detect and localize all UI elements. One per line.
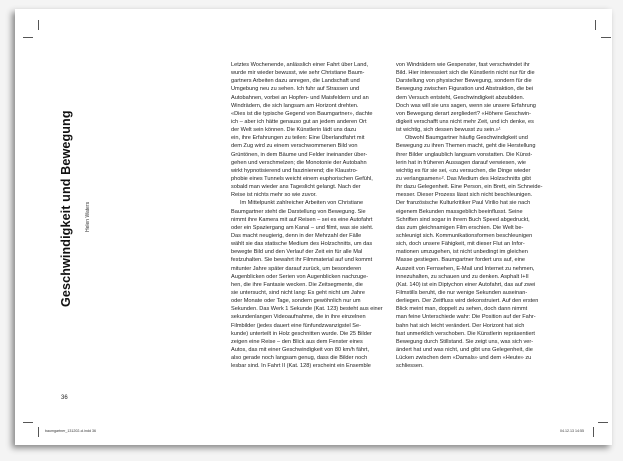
text-line: Blick meint man, doppelt zu sehen, doch dann nimmt <box>396 306 528 313</box>
text-line: von Bewegung derart zergliedert? «Höhere Geschwin- <box>396 110 531 117</box>
text-line: Filmstills beruht, die nur wenige Sekunden auseinan- <box>396 289 528 296</box>
text-line: Letztes Wochenende, anlässlich einer Fahrt über Land, <box>231 62 369 68</box>
text-line: ist wichtig, sich dessen bewusst zu sein.»¹ <box>396 127 501 134</box>
text-line: sich, doch unsere Fähigkeit, mit dieser Flut an Infor- <box>396 241 525 248</box>
text-line: wirkt hypnotisierend und faszinierend; die Klaustro- <box>231 167 358 174</box>
text-line: nimmt ihre Kamera mit auf Reisen – sei es eine Autofahrt <box>231 216 373 223</box>
text-line: ihr dazu Gelegenheit. Eine Person, ein Brett, ein Schneide- <box>396 184 543 191</box>
text-line: «Dies ist die typische Gegend von Baumgartner», dachte <box>231 110 373 117</box>
text-line: oder ein Spaziergang am Kanal – und filmt, was sie sieht. <box>231 224 374 231</box>
text-line: Umgebung neu zu sehen. Ich fuhr auf Strassen und <box>231 86 360 93</box>
slug-datetime: 04.12.13 14:55 <box>560 429 584 433</box>
text-line: ein, ihre Erfahrungen zu teilen: Eine Überlandfahrt mit <box>231 135 365 142</box>
text-line: Auszeit von Fernsehen, E-Mail und Internet zu nehmen, <box>396 265 535 272</box>
crop-mark-top-left-h <box>23 37 33 38</box>
text-line: eigenem Bekunden massgeblich beeinflusst. Seine <box>396 208 523 215</box>
text-line: hen, die ihre Fantasie wecken. Die Zeitsegmente, die <box>231 281 363 288</box>
text-line: Schriften sind sogar in ihrem Buch Speed abgedruckt, <box>396 216 530 223</box>
text-line: von Windrädern wie Gespenster, fast verschwindet ihr <box>396 62 530 68</box>
text-line: digkeit verschafft uns nicht mehr Zeit, und ich denke, es <box>396 118 534 125</box>
text-line: gartners Arbeiten dazu anregen, die Landschaft und <box>231 78 360 85</box>
text-line: Windrädern, die sich langsam am Horizont drehten. <box>231 102 359 109</box>
text-line: Reise ist nichts mehr so wie zuvor. <box>231 192 317 199</box>
crop-mark-bottom-left-v <box>38 427 39 437</box>
article-author: Helen Waters <box>85 202 91 233</box>
text-line: phobie eines Tunnels weicht einem euphorischen Gefühl, <box>231 175 373 182</box>
crop-mark-bottom-left-h <box>23 422 33 423</box>
document-page <box>15 9 612 445</box>
text-line: festzuhalten. Sie bewahrt ihr Filmmaterial auf und kommt <box>231 257 373 264</box>
text-line: das zum gleichnamigen Film erschien. Die Welt be- <box>396 224 524 231</box>
text-line: wichtig es für sie sei, «zu versuchen, die Dinge wieder <box>396 167 531 174</box>
text-line: schleunigt sich. Kommunikationsformen beschleunigen <box>396 232 533 239</box>
text-line: Doch was will sie uns sagen, wenn sie unsere Erfahrung <box>396 102 536 109</box>
text-line: Obwohl Baumgartner häufig Geschwindigkeit und <box>405 135 528 142</box>
crop-mark-top-left-v <box>38 20 39 30</box>
text-line: wurde mir wieder bewusst, wie sehr Christiane Baum- <box>231 70 365 77</box>
text-line: lesbar sind. In Fahrt II (Kat. 128) erscheint ein Ensemble <box>231 363 371 370</box>
text-line: sie untersucht, sind nicht lang: Es geht nicht um Jahre <box>231 289 366 296</box>
text-line: fast unmerklich verschoben. Die Künstlerin repräsentiert <box>396 330 535 337</box>
text-line: Grüntönen, in dem Bäume und Felder ineinander über- <box>231 151 368 158</box>
text-line: Masse gestiegen. Baumgartner fordert uns auf, eine <box>396 257 526 264</box>
text-line: derliegen. Der Zeitfluss wird dekonstruiert. Auf den ersten <box>396 298 539 305</box>
text-line: oder Monate oder Tage, sondern gewöhnlich nur um <box>231 298 361 305</box>
text-line: ich – aber ich hätte genauso gut an jedem anderen Ort <box>231 118 367 125</box>
text-line: Darstellung von physischer Bewegung, sondern für die <box>396 78 532 85</box>
text-line: lerin hat in früheren Aussagen darauf verwiesen, wie <box>396 159 526 166</box>
text-line: dem Versuch entsteht, Geschwindigkeit abzubilden. <box>396 94 525 101</box>
text-line: sobald man wieder ans Tageslicht gelangt. Nach der <box>231 184 361 191</box>
text-line: kunde) unterteilt in Holz geschnitten wurde. Die 25 Bilder <box>231 330 372 337</box>
text-line: ihrer Bilder unglaublich langsam vonstatten. Die Künst- <box>396 151 533 158</box>
text-line: gehen und verschmelzen; die Monotonie der Autobahn <box>231 159 367 166</box>
text-line: Autos, das mit einer Geschwindigkeit von 80 km/h fährt, <box>231 346 370 353</box>
text-line: wählt sie das statische Medium des Holzschnitts, um das <box>231 241 373 248</box>
text-line: messer. Dieser Prozess lässt sich nicht beschleunigen. <box>396 192 533 199</box>
text-line: bahn hat sich leicht verändert. Der Horizont hat sich <box>396 322 525 329</box>
text-line: Bewegung durch Stillstand. Sie zeigt uns, was sich ver- <box>396 338 534 345</box>
text-line: Sekunden. Das Werk 1 Sekunde (Kat. 123) besteht aus einer <box>231 306 383 313</box>
text-column-left <box>231 61 403 370</box>
text-line: Bewegung zu ihren Themen macht, geht die Herstellung <box>396 143 536 150</box>
crop-mark-top-right-v <box>595 20 596 30</box>
text-line: ändert hat und was nicht, und gibt uns Gelegenheit, die <box>396 346 533 353</box>
text-line: Filmbilder (jedes dauert eine fünfundzwanzigstel Se- <box>231 322 361 329</box>
text-line: (Kat. 140) ist ein Diptychon einer Autofahrt, das auf zwei <box>396 281 536 288</box>
text-line: Autobahnen, vorbei an Hopfen- und Maisfeldern und an <box>231 94 369 101</box>
page-number: 36 <box>61 395 68 401</box>
text-line: der Welt sein können. Die Künstlerin lädt uns dazu <box>231 127 357 134</box>
slug-filename: baumgartner_131202-cl.indd 36 <box>45 429 96 433</box>
text-line: innezuhalten, zu schauen und zu denken. Asphalt I+II <box>396 273 529 280</box>
crop-mark-bottom-right-v <box>593 427 594 437</box>
article-title: Geschwindigkeit und Bewegung <box>59 110 73 307</box>
text-line: Das macht neugierig, denn in der Mehrzahl der Fälle <box>231 232 362 239</box>
text-line: zeigen eine Reise – den Blick aus dem Fenster eines <box>231 338 363 345</box>
text-line: Der französische Kulturkritiker Paul Virilio hat sie nach <box>396 200 531 207</box>
text-line: Baumgartner steht die Darstellung von Bewegung. Sie <box>231 208 366 215</box>
text-line: mitunter Jahre später darauf zurück, um besonderen <box>231 265 362 272</box>
text-line: zu verlangsamen»². Das Medium des Holzschnitts gibt <box>396 175 531 182</box>
text-line: also gerade noch langsam genug, dass die Bilder noch <box>231 355 368 362</box>
text-line: dem Zug wird zu einem verschwommenen Bild von <box>231 143 358 150</box>
crop-mark-top-right-h <box>601 37 611 38</box>
text-line: Bewegung zwischen Figuration und Abstraktion, die bei <box>396 86 534 93</box>
text-line: Lücken zwischen dem «Damals» und dem «Heute» zu <box>396 355 532 362</box>
text-line: schliessen. <box>396 363 424 370</box>
text-line: bewegte Bild und den Verlauf der Zeit ein für alle Mal <box>231 249 363 256</box>
text-line: Bild. Hier interessiert sich die Künstlerin nicht nur für die <box>396 70 535 77</box>
text-line: mationen umzugehen, ist nicht unbedingt im gleichen <box>396 249 528 256</box>
text-line: sekundenlangen Videoaufnahme, die in ihre einzelnen <box>231 314 366 321</box>
crop-mark-bottom-right-h <box>598 422 608 423</box>
text-line: Augenblicken oder Serien von Augenblicken nachzuge- <box>231 273 369 280</box>
text-column-right <box>396 61 568 370</box>
text-line: man feine Unterschiede wahr: Die Position auf der Fahr- <box>396 314 536 321</box>
text-line: Im Mittelpunkt zahlreicher Arbeiten von Christiane <box>240 200 364 207</box>
